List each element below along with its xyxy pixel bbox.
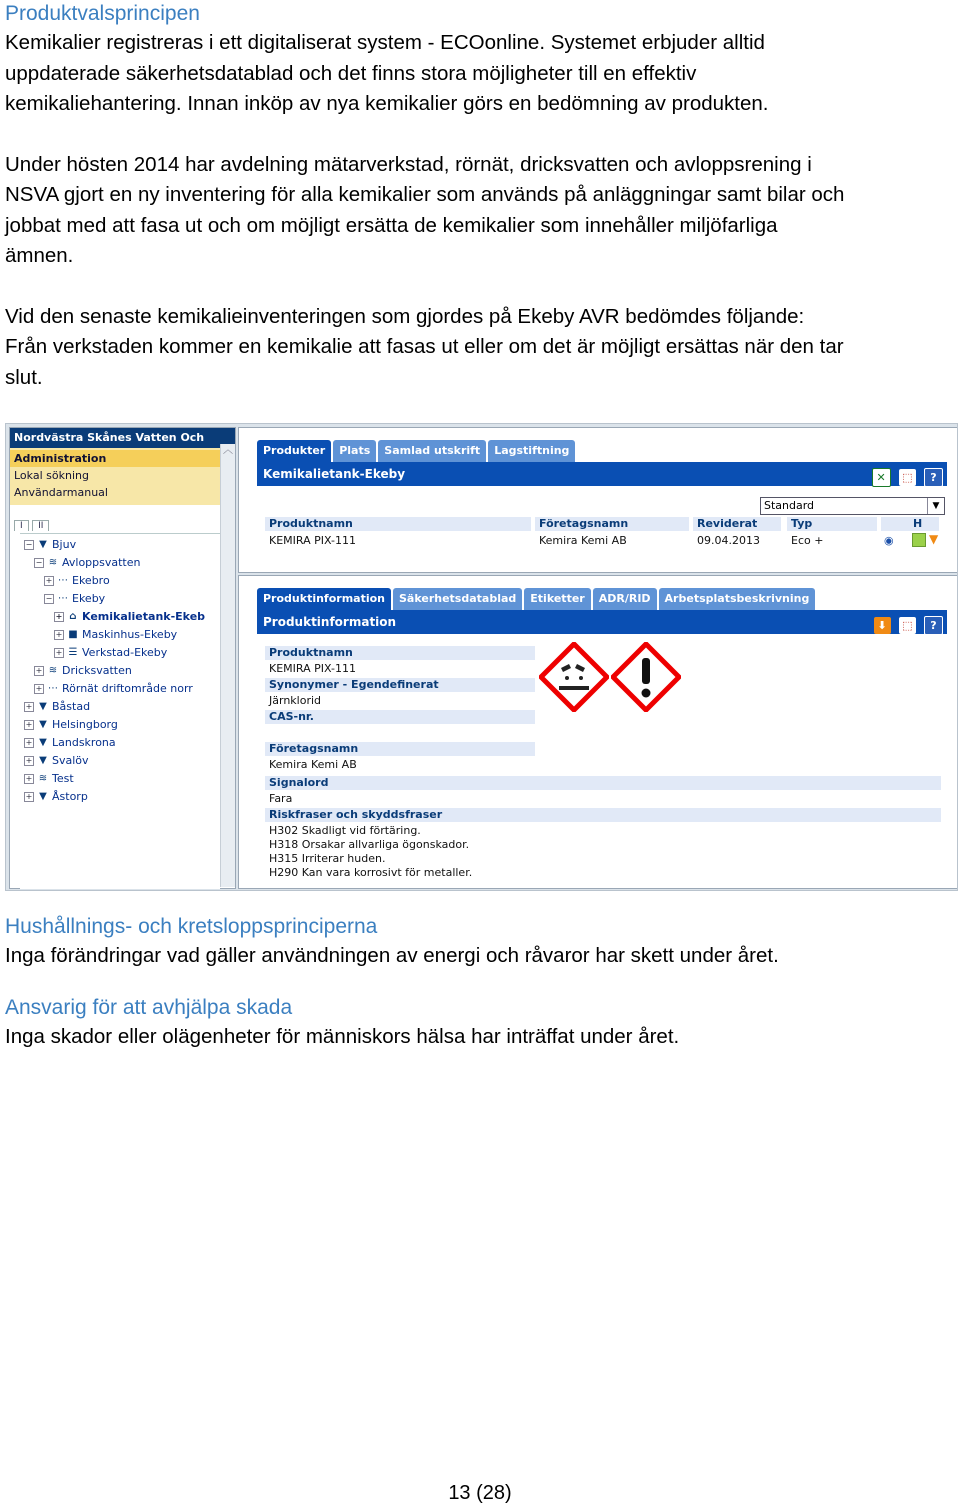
- expand-icon[interactable]: +: [55, 630, 63, 639]
- field-label: Produktnamn: [265, 646, 535, 660]
- tree-node[interactable]: + ▼ Åstorp: [25, 790, 88, 803]
- water-icon: ≋: [48, 665, 58, 676]
- paragraph-line: slut.: [5, 365, 43, 389]
- exclamation-pictogram: [611, 642, 681, 712]
- products-title-bar: [257, 462, 947, 486]
- water-icon: ≋: [38, 773, 48, 784]
- field-label: Synonymer - Egendefinerat: [265, 678, 535, 692]
- shield-icon: ▼: [39, 737, 47, 748]
- menu-item-anvandarmanual[interactable]: Användarmanual: [14, 486, 108, 499]
- sidebar-scrollbar[interactable]: [220, 444, 235, 887]
- tree-node[interactable]: + ▼ Svalöv: [25, 754, 89, 767]
- pdf-icon[interactable]: ⬚: [899, 617, 916, 634]
- view-select[interactable]: Standard ▼: [760, 497, 945, 515]
- product-info-toolbar: [870, 613, 943, 637]
- expand-icon[interactable]: +: [25, 756, 33, 765]
- paragraph-line: Inga skador eller olägenheter för människors hälsa har inträffat under året.: [5, 1024, 680, 1048]
- expand-icon[interactable]: +: [45, 576, 53, 585]
- field-value: Fara: [269, 792, 293, 805]
- menu-item-administration[interactable]: Administration: [10, 450, 235, 467]
- eye-icon[interactable]: ◉: [884, 534, 894, 547]
- tree-node[interactable]: + ⋯ Rörnät driftområde norr: [35, 682, 193, 695]
- tree-tab-1[interactable]: I: [14, 520, 29, 531]
- status-green-icon: [912, 533, 926, 547]
- paragraph-line: jobbat med att fasa ut och om möjligt ersätta de kemikalier som innehåller miljöfarliga: [5, 213, 778, 237]
- heading-ansvarig: Ansvarig för att avhjälpa skada: [5, 995, 293, 1019]
- menu-item-lokal-sokning[interactable]: Lokal sökning: [14, 469, 89, 482]
- field-label: CAS-nr.: [265, 710, 535, 724]
- tree-node[interactable]: − ▼ Bjuv: [25, 538, 77, 551]
- tree-node[interactable]: + ▼ Båstad: [25, 700, 91, 713]
- expand-icon[interactable]: +: [55, 648, 63, 657]
- field-label: Signalord: [265, 776, 941, 790]
- excel-icon[interactable]: ✕: [872, 468, 891, 487]
- column-header-blank: [881, 517, 909, 531]
- paragraph-line: Inga förändringar vad gäller användningen av energi och råvaror har skett under året.: [5, 944, 779, 967]
- help-icon[interactable]: ?: [924, 616, 943, 635]
- sidebar-menu: [10, 448, 235, 505]
- shield-icon: ▼: [39, 701, 47, 712]
- risk-phrase: H302 Skadligt vid förtäring.: [269, 824, 421, 837]
- tree-node-selected[interactable]: + ⌂ Kemikalietank-Ekeb: [55, 610, 206, 623]
- water-icon: ≋: [48, 557, 58, 568]
- paragraph-line: kemikaliehantering. Innan inköp av nya kemikalier görs en bedömning av produkten.: [5, 92, 769, 115]
- column-header[interactable]: H: [909, 517, 939, 531]
- expand-icon[interactable]: +: [25, 792, 33, 801]
- expand-icon[interactable]: +: [35, 684, 43, 693]
- field-label: Företagsnamn: [265, 742, 535, 756]
- tree-node[interactable]: + ☰ Verkstad-Ekeby: [55, 646, 168, 659]
- tab-produkter[interactable]: Produkter: [257, 440, 331, 462]
- tab-etiketter[interactable]: Etiketter: [524, 588, 590, 610]
- page-number: 13 (28): [448, 1482, 512, 1504]
- pdf-icon[interactable]: ⬚: [899, 469, 916, 486]
- product-info-title-bar: [257, 610, 947, 634]
- tree-node[interactable]: + ≋ Dricksvatten: [35, 664, 132, 677]
- heading-hushallning: Hushållnings- och kretsloppsprinciperna: [5, 915, 378, 938]
- stack-icon: ☰: [68, 647, 78, 658]
- products-toolbar: [868, 465, 943, 489]
- products-title: Kemikalietank-Ekeby: [263, 467, 406, 481]
- company-cell: Kemira Kemi AB: [539, 534, 627, 547]
- paragraph-line: ämnen.: [5, 244, 74, 267]
- shield-icon: ▼: [39, 791, 47, 802]
- paragraph-line: Kemikalier registreras i ett digitaliserat system - ECOonline. Systemet erbjuder alltid: [5, 31, 765, 54]
- column-header[interactable]: Produktnamn: [265, 517, 531, 531]
- revised-cell: 09.04.2013: [697, 534, 760, 547]
- shield-icon: ▼: [39, 719, 47, 730]
- expand-icon[interactable]: +: [25, 774, 33, 783]
- download-icon[interactable]: ⬇: [874, 617, 891, 634]
- risk-phrase: H290 Kan vara korrosivt för metaller.: [269, 866, 473, 879]
- shield-icon: ▼: [39, 539, 47, 550]
- paragraph-line: Vid den senaste kemikalieinventeringen som gjordes på Ekeby AVR bedömdes följande:: [5, 304, 805, 328]
- shield-icon: ▼: [39, 755, 47, 766]
- expand-icon[interactable]: +: [25, 720, 33, 729]
- tree-node[interactable]: + ▼ Helsingborg: [25, 718, 118, 731]
- tree-node[interactable]: + ■ Maskinhus-Ekeby: [55, 628, 178, 641]
- tree-node[interactable]: + ▼ Landskrona: [25, 736, 116, 749]
- products-tabs: [257, 440, 577, 462]
- help-icon[interactable]: ?: [924, 468, 943, 487]
- document-body: [5, 0, 955, 393]
- collapse-icon[interactable]: −: [25, 540, 33, 549]
- column-header[interactable]: Reviderat: [693, 517, 781, 531]
- expand-icon[interactable]: +: [25, 738, 33, 747]
- ecoonline-screenshot: [5, 423, 958, 891]
- chevron-up-icon[interactable]: ︿: [223, 445, 233, 456]
- sidebar: [9, 427, 236, 889]
- paragraph-line: uppdaterade säkerhetsdatablad och det finns stora möjligheter till en effektiv: [5, 61, 697, 85]
- tab-lagstiftning[interactable]: Lagstiftning: [488, 440, 575, 462]
- document-body-lower: [5, 913, 955, 1052]
- tab-samlad-utskrift[interactable]: Samlad utskrift: [378, 440, 486, 462]
- tree-node[interactable]: − ⋯ Ekeby: [45, 592, 106, 605]
- warning-triangle-icon: ▼: [929, 532, 939, 546]
- risk-phrase: H315 Irriterar huden.: [269, 852, 386, 865]
- paragraph-line: NSVA gjort en ny inventering för alla kemikalier som används på anläggningar samt bilar och: [5, 183, 845, 206]
- product-info-tabs: [257, 588, 817, 610]
- products-panel: [238, 427, 958, 573]
- tab-sakerhetsdatablad[interactable]: Säkerhetsdatablad: [393, 588, 522, 610]
- dots-icon: ⋯: [58, 593, 68, 604]
- house-icon: ⌂: [69, 611, 77, 622]
- corrosion-pictogram: [539, 642, 609, 712]
- column-header[interactable]: Företagsnamn: [535, 517, 689, 531]
- product-info-title: Produktinformation: [263, 615, 397, 629]
- expand-icon[interactable]: +: [25, 702, 33, 711]
- column-header[interactable]: Typ: [787, 517, 877, 531]
- expand-icon[interactable]: +: [55, 612, 63, 621]
- tab-produktinformation[interactable]: Produktinformation: [257, 588, 391, 610]
- dots-icon: ⋯: [48, 683, 58, 694]
- field-value: KEMIRA PIX-111: [269, 662, 356, 675]
- heading-produktval: Produktvalsprincipen: [5, 2, 200, 25]
- product-name-cell[interactable]: KEMIRA PIX-111: [269, 534, 356, 547]
- sidebar-title: Nordvästra Skånes Vatten Och: [10, 428, 235, 448]
- collapse-icon[interactable]: −: [45, 594, 53, 603]
- field-value: Järnklorid: [269, 694, 322, 707]
- tab-arbetsplatsbeskrivning[interactable]: Arbetsplatsbeskrivning: [659, 588, 816, 610]
- paragraph-line: Under hösten 2014 har avdelning mätarverkstad, rörnät, dricksvatten och avloppsrening i: [5, 152, 812, 176]
- tree-node[interactable]: + ≋ Test: [25, 772, 74, 785]
- square-icon: ■: [68, 629, 78, 640]
- expand-icon[interactable]: +: [35, 666, 43, 675]
- paragraph-line: Från verkstaden kommer en kemikalie att fasas ut eller om det är möjligt ersättas när den tar: [5, 335, 844, 358]
- dots-icon: ⋯: [58, 575, 68, 586]
- collapse-icon[interactable]: −: [35, 558, 43, 567]
- location-tree: [20, 533, 220, 889]
- tree-tabs: [14, 518, 49, 531]
- chevron-down-icon: ▼: [927, 498, 944, 514]
- tree-node[interactable]: − ≋ Avloppsvatten: [35, 556, 141, 569]
- tab-plats[interactable]: Plats: [333, 440, 376, 462]
- type-cell: Eco +: [791, 534, 824, 547]
- product-info-panel: [238, 575, 958, 889]
- field-value: Kemira Kemi AB: [269, 758, 357, 771]
- tree-tab-2[interactable]: II: [32, 520, 49, 531]
- tab-adr-rid[interactable]: ADR/RID: [593, 588, 657, 610]
- tree-node[interactable]: + ⋯ Ekebro: [45, 574, 110, 587]
- field-label: Riskfraser och skyddsfraser: [265, 808, 941, 822]
- risk-phrase: H318 Orsakar allvarliga ögonskador.: [269, 838, 470, 851]
